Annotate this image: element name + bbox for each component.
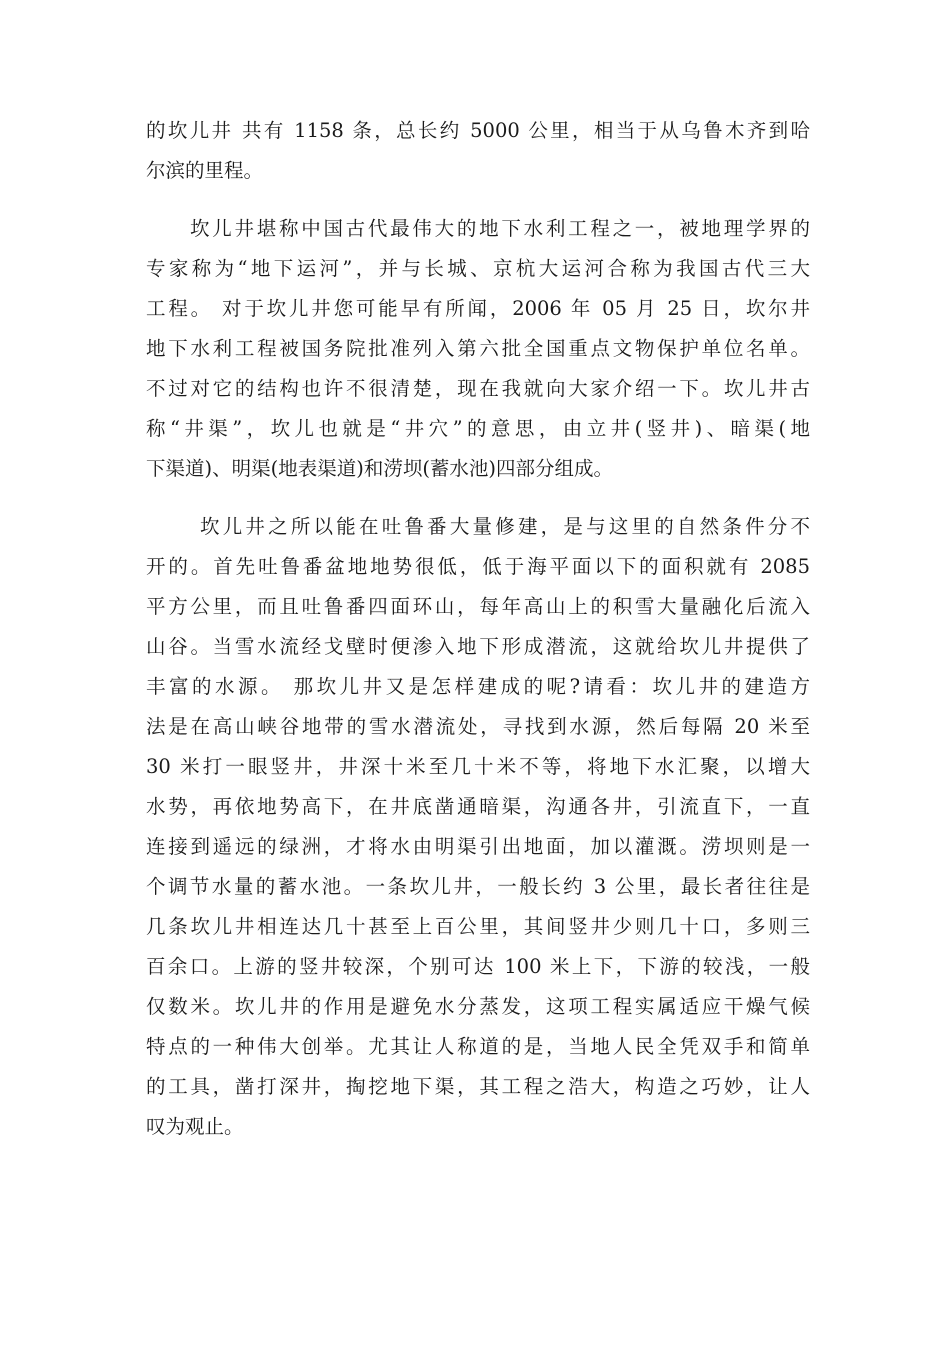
paragraph-2-line-3: 工程。 对于坎儿井您可能早有所闻，2006 年 05 月 25 日，坎尔井 [146,297,810,320]
paragraph-3-line-13: 仅数米。坎儿井的作用是避免水分蒸发，这项工程实属适应干燥气候 [146,995,810,1018]
paragraph-3-line-11: 几条坎儿井相连达几十甚至上百公里，其间竖井少则几十口，多则三 [146,915,810,938]
paragraph-3-line-6: 法是在高山峡谷地带的雪水潜流处，寻找到水源，然后每隔 20 米至 [146,715,810,738]
paragraph-3-line-9: 连接到遥远的绿洲，才将水由明渠引出地面，加以灌溉。涝坝则是一 [146,835,810,858]
paragraph-3-line-16: 叹为观止。 [146,1115,244,1138]
paragraph-gap [146,489,810,507]
paragraph-3-line-7: 30 米打一眼竖井，井深十米至几十米不等，将地下水汇聚，以增大 [146,755,810,778]
paragraph-3-line-2: 开的。首先吐鲁番盆地地势很低，低于海平面以下的面积就有 2085 [146,555,810,578]
paragraph-1-line-1: 的坎儿井 共有 1158 条，总长约 5000 公里，相当于从乌鲁木齐到哈 [146,119,810,142]
paragraph-2-line-6: 称“井渠”，坎儿也就是“井穴”的意思，由立井(竖井)、暗渠(地 [146,417,810,440]
paragraph-2-line-2: 专家称为“地下运河”，并与长城、京杭大运河合称为我国古代三大 [146,257,810,280]
paragraph-2-line-4: 地下水利工程被国务院批准列入第六批全国重点文物保护单位名单。 [146,337,810,360]
paragraph-3-line-8: 水势，再依地势高下，在井底凿通暗渠，沟通各井，引流直下，一直 [146,795,810,818]
paragraph-3-line-3: 平方公里，而且吐鲁番四面环山，每年高山上的积雪大量融化后流入 [146,595,810,618]
paragraph-3-line-1: 坎儿井之所以能在吐鲁番大量修建，是与这里的自然条件分不 [200,515,810,538]
paragraph-3-line-10: 个调节水量的蓄水池。一条坎儿井，一般长约 3 公里，最长者往往是 [146,875,810,898]
paragraph-2-line-5: 不过对它的结构也许不很清楚，现在我就向大家介绍一下。坎儿井古 [146,377,810,400]
paragraph-3-line-12: 百余口。上游的竖井较深，个别可达 100 米上下，下游的较浅，一般 [146,955,810,978]
paragraph-3-line-5: 丰富的水源。 那坎儿井又是怎样建成的呢?请看：坎儿井的建造方 [146,675,810,698]
paragraph-gap [146,191,810,209]
document-body [146,111,810,1147]
paragraph-3-line-14: 特点的一种伟大创举。尤其让人称道的是，当地人民全凭双手和简单 [146,1035,810,1058]
paragraph-2-line-7: 下渠道)、明渠(地表渠道)和涝坝(蓄水池)四部分组成。 [146,457,614,480]
paragraph-1-line-2: 尔滨的里程。 [146,159,264,182]
paragraph-3-line-15: 的工具，凿打深井，掏挖地下渠，其工程之浩大，构造之巧妙，让人 [146,1075,810,1098]
paragraph-3-line-4: 山谷。当雪水流经戈壁时便渗入地下形成潜流，这就给坎儿井提供了 [146,635,810,658]
paragraph-2-line-1: 坎儿井堪称中国古代最伟大的地下水利工程之一，被地理学界的 [190,217,810,240]
